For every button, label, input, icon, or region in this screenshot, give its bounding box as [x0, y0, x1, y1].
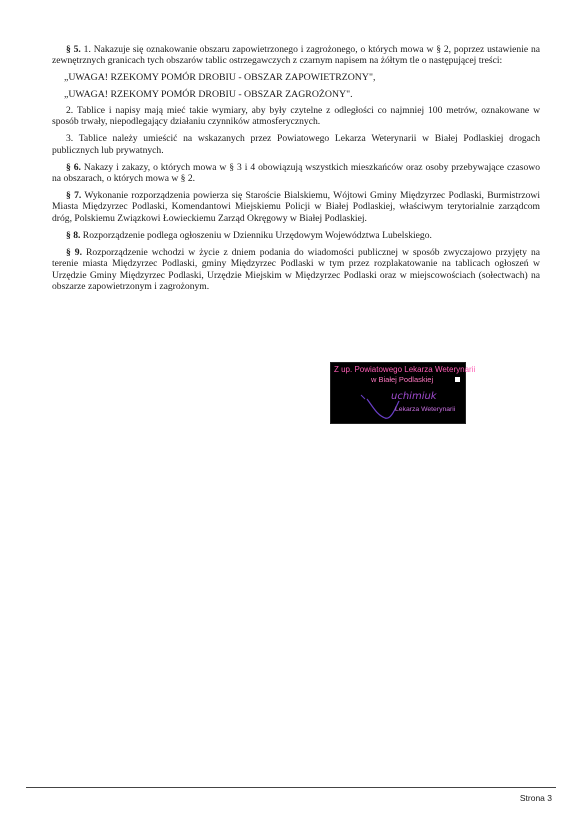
warning-sign-text-1: „UWAGA! RZEKOMY POMÓR DROBIU - OBSZAR ZAPOWIETRZONY",: [64, 72, 376, 84]
paragraph-7-text: Wykonanie rozporządzenia powierza się Staroście Bialskiemu, Wójtowi Gminy Międzyrzec Podlaski, Burmistrzowi Miasta Międzyrzec Podlaski, Komendantowi Miejskiemu Policji w Białej Podlaskiej, właściwym terytorialnie zarządcom dróg, Polskiemu Związkowi Łowieckiemu Zarząd Okręgowy w Białej Podlaskiej.: [52, 190, 540, 224]
stamp-line-1: Z up. Powiatowego Lekarza Weterynarii: [334, 365, 476, 374]
paragraph-9: [52, 247, 540, 293]
paragraph-5-1: [52, 44, 540, 67]
paragraph-7: [52, 190, 540, 224]
paragraph-6: [52, 162, 540, 185]
paragraph-9-text: Rozporządzenie wchodzi w życie z dniem podania do wiadomości publicznej w sposób zwyczajowo przyjęty na terenie miasta Międzyrzec Podlaski, gminy Międzyrzec Podlaski w tym przez rozplakatowanie na tablicach ogłoszeń w Urzędzie Gminy Międzyrzec Podlaski, Urzędzie Miejskim w Międzyrzec Podlaski oraz w miejscowościach (sołectwach) na obszarze zapowietrzonym i zagrożonym.: [52, 246, 540, 293]
paragraph-5-3-text: 3. Tablice należy umieścić na wskazanych przez Powiatowego Lekarza Weterynarii w Białej Podlaskiej drogach publicznych lub prywatnych.: [52, 133, 540, 156]
document-body: [52, 44, 540, 298]
paragraph-8-text: Rozporządzenie podlega ogłoszeniu w Dzienniku Urzędowym Województwa Lubelskiego.: [82, 229, 432, 241]
footer-divider: [26, 787, 556, 788]
warning-sign-text-2: „UWAGA! RZEKOMY POMÓR DROBIU - OBSZAR ZAGROŻONY".: [64, 88, 353, 100]
paragraph-8: [52, 230, 540, 241]
stamp-square-icon: [455, 377, 460, 382]
section-9-label: § 9.: [66, 246, 82, 258]
stamp-line-3: Lekarza Weterynarii: [395, 406, 456, 413]
stamp-line-2: w Białej Podlaskiej: [371, 375, 434, 384]
page-number: Strona 3: [519, 793, 552, 803]
paragraph-6-text: Nakazy i zakazy, o których mowa w § 3 i 4 obowiązują wszystkich mieszkańców oraz osoby przebywające czasowo na obszarach, o których mowa w § 2.: [52, 161, 540, 185]
paragraph-5-2-text: 2. Tablice i napisy mają mieć takie wymiary, aby były czytelne z odległości co najmniej 100 metrów, oznakowane w sposób trwały, niepodlegający działaniu czynników atmosferycznych.: [52, 104, 540, 128]
section-8-label: § 8.: [66, 229, 81, 241]
paragraph-5-1-text: 1. Nakazuje się oznakowanie obszaru zapowietrzonego i zagrożonego, o których mowa w § 2, poprzez ustawienie na zewnętrznych granicach tych obszarów tablic ostrzegawczych z czarnym napisem na żółtym tle o następującej treści:: [52, 44, 541, 67]
official-stamp: [330, 362, 476, 424]
handwritten-signature: uchimiuk: [391, 391, 437, 402]
paragraph-5-2: [52, 105, 540, 128]
paragraph-5-3: [52, 133, 540, 156]
section-7-label: § 7.: [66, 190, 82, 202]
section-5-label: § 5.: [66, 44, 81, 55]
section-6-label: § 6.: [66, 161, 81, 173]
